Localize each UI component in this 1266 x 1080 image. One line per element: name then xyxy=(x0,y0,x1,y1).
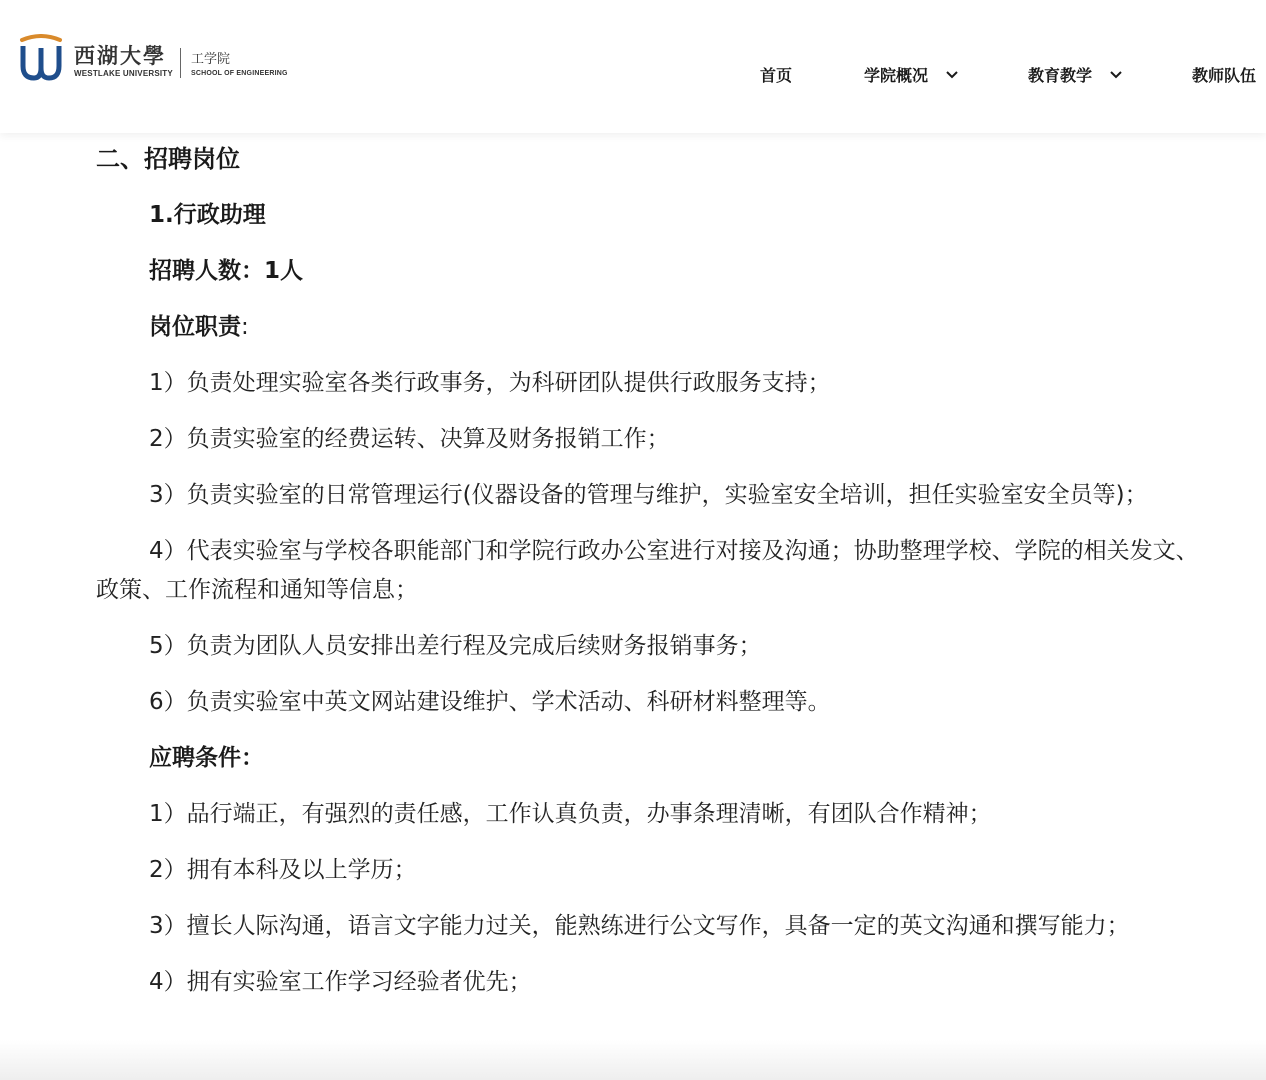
nav-item-label: 学院概况 xyxy=(864,66,929,85)
duty-item: 3）负责实验室的日常管理运行(仪器设备的管理与维护，实验室安全培训，担任实验室安全员等)； xyxy=(149,482,1148,508)
nav-item-label: 教育教学 xyxy=(1028,66,1093,85)
duty-item: 6）负责实验室中英文网站建设维护、学术活动、科研材料整理等。 xyxy=(149,689,831,715)
logo-school-chinese: 工学院 xyxy=(191,52,231,67)
headcount-value: 1人 xyxy=(264,258,304,284)
duties-heading xyxy=(96,308,1206,347)
headcount-label: 招聘人数： xyxy=(149,258,264,284)
chevron-down-icon xyxy=(1110,71,1122,79)
requirements-heading: 应聘条件： xyxy=(149,745,264,771)
nav-item-education[interactable] xyxy=(1028,63,1122,86)
article-content xyxy=(96,140,1206,1019)
duty-item: 4）代表实验室与学校各职能部门和学院行政办公室进行对接及沟通；协助整理学校、学院的相关发文、政策、工作流程和通知等信息； xyxy=(96,538,1199,603)
main-nav xyxy=(0,63,1266,89)
duties-colon: : xyxy=(241,314,249,340)
nav-item-about[interactable] xyxy=(864,63,958,86)
chevron-down-icon xyxy=(946,71,958,79)
duty-item: 2）负责实验室的经费运转、决算及财务报销工作； xyxy=(149,426,670,452)
headcount-line xyxy=(96,252,1206,291)
duty-item: 1）负责处理实验室各类行政事务，为科研团队提供行政服务支持； xyxy=(149,370,831,396)
logo-chinese-name: 西湖大學 xyxy=(74,43,166,68)
requirement-item: 4）拥有实验室工作学习经验者优先； xyxy=(149,969,532,995)
requirement-item: 2）拥有本科及以上学历； xyxy=(149,857,417,883)
nav-item-home[interactable] xyxy=(760,63,792,86)
nav-item-label: 教师队伍 xyxy=(1192,66,1257,85)
position-title: 1.行政助理 xyxy=(149,202,266,228)
logo-english-name: WESTLAKE UNIVERSITY xyxy=(74,69,173,78)
duty-item: 5）负责为团队人员安排出差行程及完成后续财务报销事务； xyxy=(149,633,762,659)
requirement-item: 1）品行端正，有强烈的责任感，工作认真负责，办事条理清晰，有团队合作精神； xyxy=(149,801,992,827)
bottom-fade xyxy=(0,1040,1266,1080)
duties-label: 岗位职责 xyxy=(149,314,241,340)
logo-school-english: SCHOOL OF ENGINEERING xyxy=(191,70,288,77)
nav-item-label: 首页 xyxy=(760,66,793,85)
section-title: 二、招聘岗位 xyxy=(96,145,240,173)
requirement-item: 3）擅长人际沟通，语言文字能力过关，能熟练进行公文写作，具备一定的英文沟通和撰写能力； xyxy=(149,913,1130,939)
site-header xyxy=(0,0,1266,133)
nav-item-faculty[interactable] xyxy=(1192,63,1256,86)
